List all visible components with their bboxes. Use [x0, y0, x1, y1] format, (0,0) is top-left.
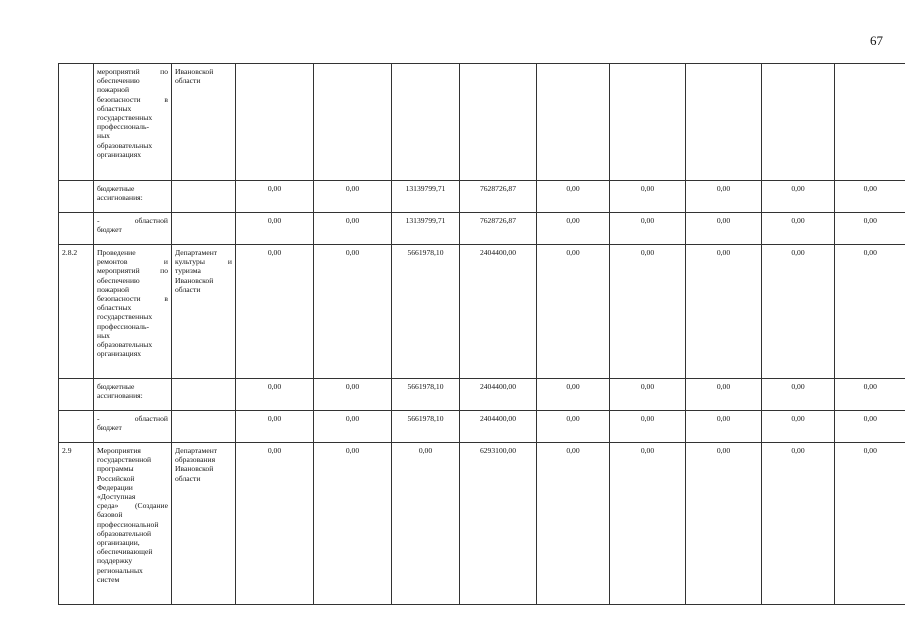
table-row — [59, 411, 905, 443]
activity-name-cell — [94, 411, 172, 443]
amount-cell: 0,00 — [610, 245, 686, 379]
activity-name-line: государственных — [97, 113, 153, 123]
activity-name-line: бюджет — [97, 423, 122, 433]
amount-cell — [460, 64, 537, 181]
amount-cell: 7628726,87 — [460, 181, 537, 213]
activity-name-line: - областной — [97, 414, 168, 423]
activity-name-line: мероприятий по — [97, 67, 168, 76]
amount-cell: 0,00 — [686, 443, 762, 605]
amount-cell: 0,00 — [610, 443, 686, 605]
amount-cell: 0,00 — [762, 245, 835, 379]
activity-name-line: ассигнования: — [97, 391, 143, 401]
activity-name-line: обеспечению — [97, 76, 140, 86]
budget-table — [58, 63, 905, 605]
activity-name-line: областных — [97, 103, 132, 113]
amount-cell: 0,00 — [314, 181, 392, 213]
amount-cell: 2404400,00 — [460, 411, 537, 443]
activity-name-line: государственных — [97, 312, 153, 322]
amount-cell — [762, 64, 835, 181]
amount-cell: 0,00 — [314, 443, 392, 605]
amount-cell: 0,00 — [610, 213, 686, 245]
row-number-cell — [59, 181, 94, 213]
budget-table-body — [59, 64, 905, 605]
amount-cell: 0,00 — [537, 379, 610, 411]
amount-cell: 0,00 — [236, 411, 314, 443]
activity-name-line: бюджет — [97, 225, 122, 235]
executor-line: образования — [175, 455, 216, 465]
amount-cell: 0,00 — [762, 411, 835, 443]
activity-name-line: организациях — [97, 349, 141, 359]
table-row — [59, 245, 905, 379]
executor-cell — [172, 64, 236, 181]
amount-cell: 0,00 — [610, 379, 686, 411]
amount-cell — [835, 64, 905, 181]
executor-cell — [172, 411, 236, 443]
activity-name-line: региональных — [97, 565, 143, 575]
activity-name-line: Проведение — [97, 248, 136, 257]
executor-line: культуры и — [175, 257, 232, 267]
row-number-cell: 2.9 — [59, 443, 94, 605]
amount-cell: 0,00 — [314, 213, 392, 245]
executor-line: Ивановской — [175, 67, 214, 76]
activity-name-line: базовой — [97, 510, 123, 520]
amount-cell: 0,00 — [686, 245, 762, 379]
executor-cell — [172, 443, 236, 605]
amount-cell: 0,00 — [835, 379, 905, 411]
amount-cell: 0,00 — [537, 181, 610, 213]
executor-line: Ивановской — [175, 464, 214, 474]
activity-name-line: мероприятий по — [97, 266, 168, 276]
page-number: 67 — [870, 33, 883, 48]
amount-cell: 0,00 — [835, 213, 905, 245]
amount-cell: 0,00 — [314, 411, 392, 443]
amount-cell — [686, 64, 762, 181]
amount-cell: 0,00 — [762, 181, 835, 213]
activity-name-line: безопасности в — [97, 94, 168, 104]
activity-name-cell — [94, 213, 172, 245]
activity-name-cell — [94, 64, 172, 181]
table-row — [59, 379, 905, 411]
activity-name-line: областных — [97, 303, 132, 313]
activity-name-line: образовательных — [97, 140, 153, 150]
activity-name-line: обеспечению — [97, 275, 140, 285]
executor-line: области — [175, 76, 201, 86]
row-number-cell — [59, 379, 94, 411]
amount-cell: 0,00 — [392, 443, 460, 605]
activity-name-line: систем — [97, 574, 120, 584]
activity-name-line: безопасности в — [97, 294, 168, 304]
amount-cell: 0,00 — [835, 411, 905, 443]
activity-name-line: образовательных — [97, 340, 153, 350]
amount-cell: 0,00 — [835, 181, 905, 213]
activity-name-line: образовательной — [97, 528, 152, 538]
activity-name-line: профессиональ- — [97, 122, 150, 132]
activity-name-line: - областной — [97, 216, 168, 225]
executor-cell — [172, 213, 236, 245]
activity-name-line: программы — [97, 464, 134, 474]
amount-cell: 0,00 — [686, 181, 762, 213]
activity-name-line: профессиональной — [97, 519, 159, 529]
amount-cell: 5661978,10 — [392, 411, 460, 443]
activity-name-line: бюджетные — [97, 382, 135, 391]
amount-cell: 13139799,71 — [392, 213, 460, 245]
executor-line: области — [175, 284, 201, 294]
amount-cell: 0,00 — [762, 213, 835, 245]
amount-cell: 0,00 — [686, 213, 762, 245]
activity-name-cell — [94, 443, 172, 605]
activity-name-cell — [94, 245, 172, 379]
amount-cell: 0,00 — [236, 213, 314, 245]
activity-name-line: обеспечивающей — [97, 547, 153, 557]
amount-cell: 0,00 — [762, 443, 835, 605]
activity-name-cell — [94, 379, 172, 411]
amount-cell: 0,00 — [762, 379, 835, 411]
executor-line: области — [175, 473, 201, 483]
activity-name-line: профессиональ- — [97, 321, 150, 331]
activity-name-line: Российской — [97, 473, 135, 483]
activity-name-line: поддержку — [97, 556, 133, 566]
activity-name-line: ремонтов и — [97, 257, 168, 267]
activity-name-line: ных — [97, 330, 110, 340]
table-row — [59, 181, 905, 213]
amount-cell: 2404400,00 — [460, 379, 537, 411]
amount-cell — [314, 64, 392, 181]
activity-name-line: среда» (Создание — [97, 501, 168, 511]
amount-cell: 0,00 — [236, 379, 314, 411]
amount-cell: 0,00 — [686, 411, 762, 443]
activity-name-line: пожарной — [97, 284, 130, 294]
amount-cell: 0,00 — [537, 245, 610, 379]
executor-cell — [172, 245, 236, 379]
executor-line: Департамент — [175, 248, 218, 257]
table-row — [59, 64, 905, 181]
amount-cell: 0,00 — [537, 213, 610, 245]
amount-cell: 0,00 — [236, 245, 314, 379]
amount-cell: 0,00 — [835, 245, 905, 379]
amount-cell: 0,00 — [686, 379, 762, 411]
activity-name-line: ассигнования: — [97, 193, 143, 203]
amount-cell: 6293100,00 — [460, 443, 537, 605]
activity-name-line: организации, — [97, 538, 140, 548]
amount-cell — [610, 64, 686, 181]
row-number-cell — [59, 64, 94, 181]
amount-cell: 5661978,10 — [392, 245, 460, 379]
amount-cell: 0,00 — [537, 411, 610, 443]
amount-cell — [537, 64, 610, 181]
amount-cell: 0,00 — [835, 443, 905, 605]
activity-name-line: ных — [97, 131, 110, 141]
row-number-cell — [59, 411, 94, 443]
activity-name-line: организациях — [97, 149, 141, 159]
executor-line: Департамент — [175, 446, 218, 455]
executor-line: Ивановской — [175, 275, 214, 285]
activity-name-line: Мероприятия — [97, 446, 141, 455]
activity-name-cell — [94, 181, 172, 213]
amount-cell: 0,00 — [610, 181, 686, 213]
activity-name-line: Федерации — [97, 482, 133, 492]
row-number-cell — [59, 213, 94, 245]
executor-line: туризма — [175, 266, 201, 276]
activity-name-line: пожарной — [97, 85, 130, 95]
amount-cell — [392, 64, 460, 181]
amount-cell: 13139799,71 — [392, 181, 460, 213]
amount-cell — [236, 64, 314, 181]
amount-cell: 0,00 — [236, 181, 314, 213]
activity-name-line: государственной — [97, 455, 152, 465]
executor-cell — [172, 379, 236, 411]
amount-cell: 0,00 — [314, 379, 392, 411]
activity-name-line: бюджетные — [97, 184, 135, 193]
amount-cell: 0,00 — [610, 411, 686, 443]
amount-cell: 0,00 — [537, 443, 610, 605]
table-row — [59, 443, 905, 605]
executor-cell — [172, 181, 236, 213]
activity-name-line: «Доступная — [97, 492, 136, 502]
table-row — [59, 213, 905, 245]
amount-cell: 5661978,10 — [392, 379, 460, 411]
amount-cell: 2404400,00 — [460, 245, 537, 379]
amount-cell: 0,00 — [314, 245, 392, 379]
amount-cell: 0,00 — [236, 443, 314, 605]
row-number-cell: 2.8.2 — [59, 245, 94, 379]
amount-cell: 7628726,87 — [460, 213, 537, 245]
